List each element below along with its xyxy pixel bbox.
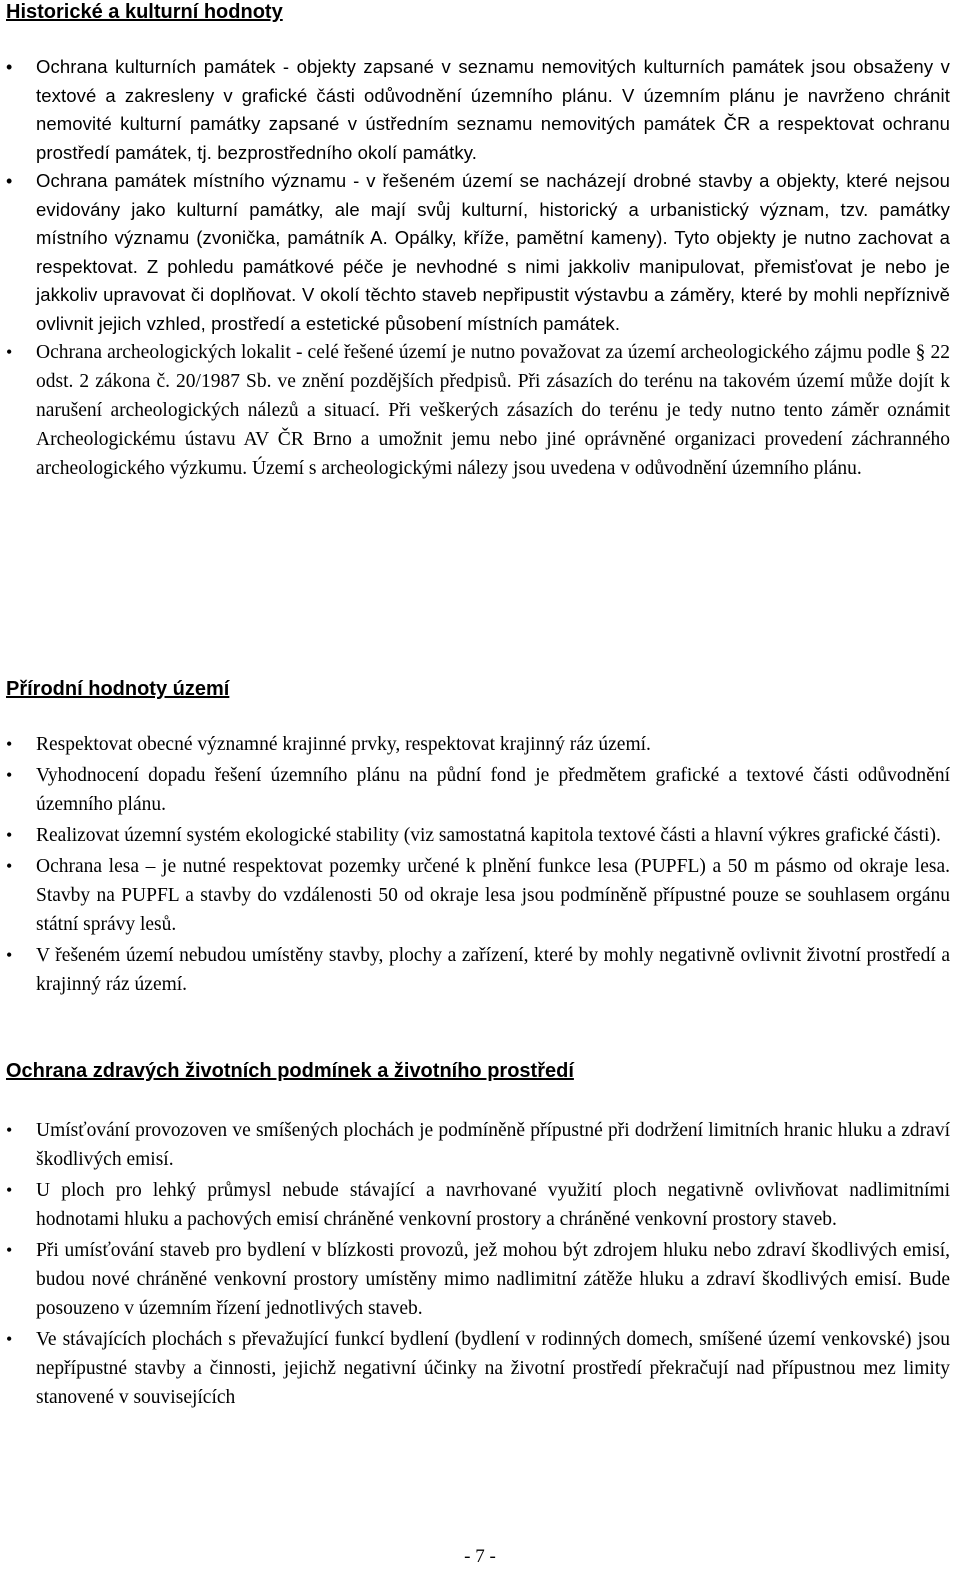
historic-list [6, 53, 950, 483]
list-item-text: V řešeném území nebudou umístěny stavby, plochy a zařízení, které by mohly negativně ovlivnit životní prostředí a krajinný ráz území. [36, 945, 950, 995]
nature-list [6, 730, 950, 1001]
bullet-icon: • [6, 1120, 13, 1140]
list-item [6, 1236, 950, 1323]
list-item-text: Vyhodnocení dopadu řešení územního plánu na půdní fond je předmětem grafické a textové části odůvodnění územního plánu. [36, 765, 950, 815]
list-item [6, 1325, 950, 1412]
health-list [6, 1116, 950, 1414]
list-item-text: Při umísťování staveb pro bydlení v blízkosti provozů, jež mohou být zdrojem hluku nebo zdraví škodlivých emisí, budou nové chráněné venkovní prostory umístěny mimo nadlimitní zátěže hluku a zdraví škodlivých emisí. Bude posouzeno v územním řízení jednotlivých staveb. [36, 1240, 950, 1319]
list-item [6, 1176, 950, 1234]
bullet-icon: • [6, 765, 13, 785]
list-item [6, 852, 950, 939]
page-number: - 7 - [464, 1546, 496, 1567]
list-item-text: Ochrana lesa – je nutné respektovat pozemky určené k plnění funkce lesa (PUPFL) a 50 m pásmo od okraje lesa. Stavby na PUPFL a stavby do vzdálenosti 50 od okraje lesa jsou podmíněně přípustné pouze se souhlasem orgánu státní správy lesů. [36, 856, 950, 935]
list-item-text: Umísťování provozoven ve smíšených plochách je podmíněně přípustné při dodržení limitních hranic hluku a zdraví škodlivých emisí. [36, 1120, 950, 1170]
list-item [6, 1116, 950, 1174]
bullet-icon: • [6, 1329, 13, 1349]
list-item [6, 730, 950, 759]
list-item [6, 167, 950, 338]
bullet-icon: • [6, 734, 13, 754]
list-item-text: Realizovat územní systém ekologické stability (viz samostatná kapitola textové části a hlavní výkres grafické části). [36, 825, 941, 846]
list-item-text: Ve stávajících plochách s převažující funkcí bydlení (bydlení v rodinných domech, smíšené území venkovské) jsou nepřípustné stavby a činnosti, jejichž negativní účinky na životní prostředí překračují nad přípustnou mez limity stanovené v souvisejících [36, 1329, 950, 1408]
list-item-text: U ploch pro lehký průmysl nebude stávající a navrhované využití ploch negativně ovlivňovat nadlimitními hodnotami hluku a pachových emisí chráněné venkovní prostory a chráněné venkovní prostory staveb. [36, 1180, 950, 1230]
bullet-icon: • [6, 1180, 13, 1200]
list-item-text: Ochrana kulturních památek - objekty zapsané v seznamu nemovitých kulturních památek jsou obsaženy v textové a zakresleny v grafické části odůvodnění územního plánu. V územním plánu je navrženo chránit nemovité kulturní památky zapsané v ústředním seznamu nemovitých památek ČR a respektovat ochranu prostředí památek, tj. bezprostředního okolí památky. [36, 56, 950, 163]
list-item [6, 338, 950, 483]
list-item [6, 821, 950, 850]
list-item-text: Ochrana památek místního významu - v řešeném území se nacházejí drobné stavby a objekty, které nejsou evidovány jako kulturní památky, ale mají svůj kulturní, historický a urbanistický význam, tzv. památky místního významu (zvonička, památník A. Opálky, kříže, pamětní kameny). Tyto objekty je nutno zachovat a respektovat. Z pohledu památkové péče je nevhodné s nimi jakkoliv manipulovat, přemisťovat je nebo je jakkoliv upravovat či doplňovat. V okolí těchto staveb nepřipustit výstavbu a záměry, které by mohli nepříznivě ovlivnit jejich vzhled, prostředí a estetické působení místních památek. [36, 170, 950, 334]
bullet-icon: • [6, 171, 13, 191]
list-item-text: Ochrana archeologických lokalit - celé řešené území je nutno považovat za území archeologického zájmu podle § 22 odst. 2 zákona č. 20/1987 Sb. ve znění pozdějších předpisů. Při zásazích do terénu na takovém území může dojít k narušení archeologických nálezů a situací. Při veškerých zásazích do terénu je tedy nutno tento záměr oznámit Archeologickému ústavu AV ČR Brno a umožnit jemu nebo jiné oprávněné organizaci provedení záchranného archeologického výzkumu. Území s archeologickými nálezy jsou uvedena v odůvodnění územního plánu. [36, 342, 950, 479]
list-item [6, 761, 950, 819]
bullet-icon: • [6, 1240, 13, 1260]
bullet-icon: • [6, 856, 13, 876]
list-item [6, 941, 950, 999]
section-heading-historic: Historické a kulturní hodnoty [6, 1, 283, 23]
list-item [6, 53, 950, 167]
list-item-text: Respektovat obecné významné krajinné prvky, respektovat krajinný ráz území. [36, 734, 651, 755]
bullet-icon: • [6, 945, 13, 965]
section-heading-health: Ochrana zdravých životních podmínek a životního prostředí [6, 1060, 574, 1082]
section-heading-nature: Přírodní hodnoty území [6, 678, 230, 700]
bullet-icon: • [6, 57, 13, 77]
bullet-icon: • [6, 342, 13, 362]
bullet-icon: • [6, 825, 13, 845]
